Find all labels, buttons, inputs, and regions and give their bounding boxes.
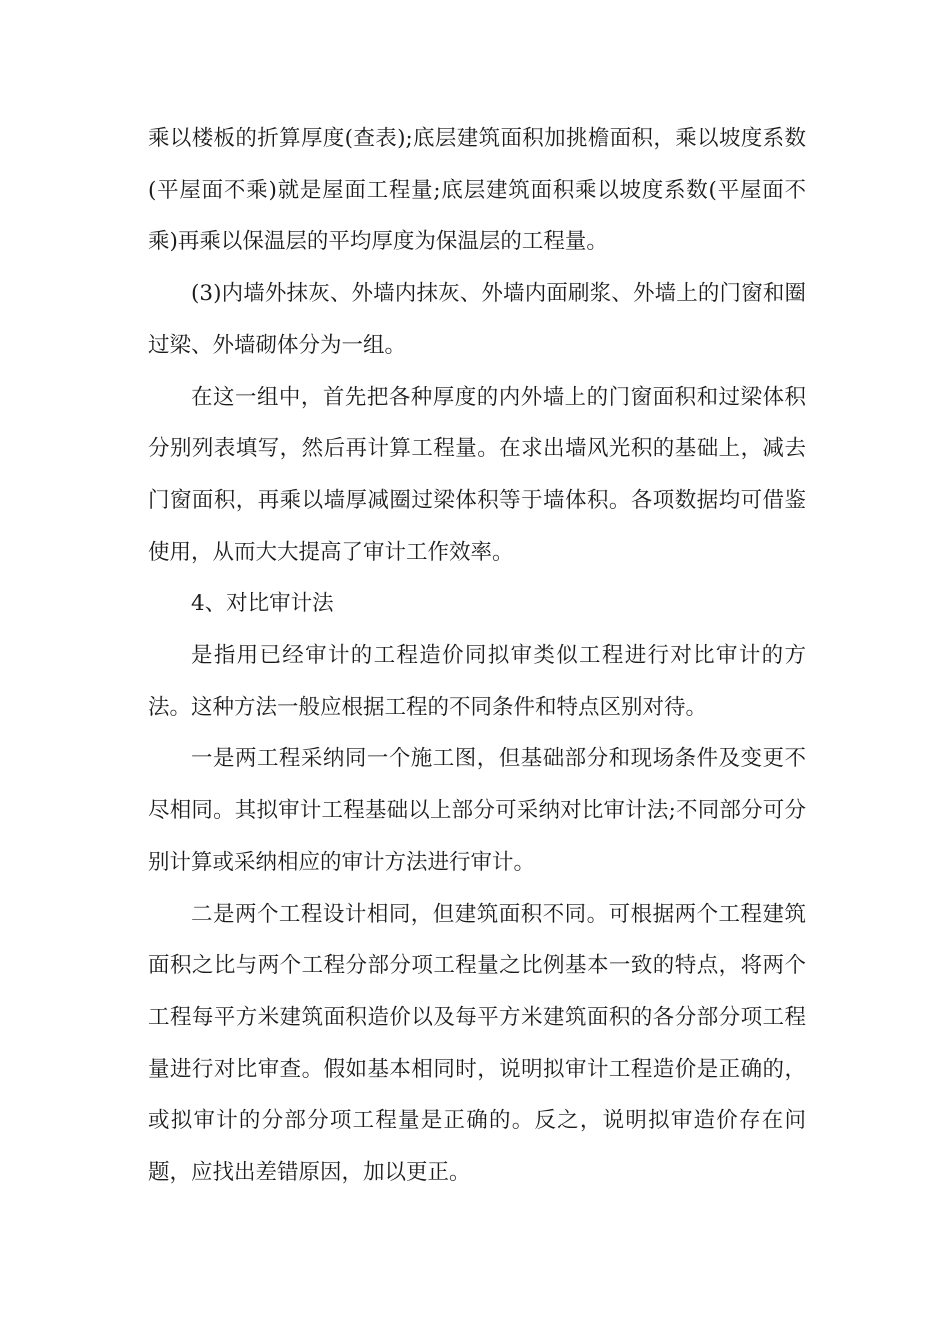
paragraph: 是指用已经审计的工程造价同拟审类似工程进行对比审计的方法。这种方法一般应根据工程的不同条件和特点区别对待。 — [148, 643, 806, 720]
paragraph: 一是两工程采纳同一个施工图，但基础部分和现场条件及变更不尽相同。其拟审计工程基础以上部分可采纳对比审计法;不同部分可分别计算或采纳相应的审计方法进行审计。 — [148, 746, 806, 875]
paragraph: 在这一组中，首先把各种厚度的内外墙上的门窗面积和过梁体积分别列表填写，然后再计算工程量。在求出墙风光积的基础上，减去门窗面积，再乘以墙厚减圈过梁体积等于墙体积。各项数据均可借鉴使用，从而大大提高了审计工作效率。 — [148, 384, 806, 565]
paragraph-item-3: (3)内墙外抹灰、外墙内抹灰、外墙内面刷浆、外墙上的门窗和圈过梁、外墙砌体分为一组。 — [148, 281, 806, 358]
paragraph-continuation: 乘以楼板的折算厚度(查表);底层建筑面积加挑檐面积，乘以坡度系数(平屋面不乘)就是屋面工程量;底层建筑面积乘以坡度系数(平屋面不乘)再乘以保温层的平均厚度为保温层的工程量。 — [148, 126, 806, 255]
section-heading: 4、对比审计法 — [191, 591, 334, 617]
document-body — [148, 113, 806, 1199]
paragraph: 二是两个工程设计相同，但建筑面积不同。可根据两个工程建筑面积之比与两个工程分部分项工程量之比例基本一致的特点，将两个工程每平方米建筑面积造价以及每平方米建筑面积的各分部分项工程量进行对比审查。假如基本相同时，说明拟审计工程造价是正确的，或拟审计的分部分项工程量是正确的。反之，说明拟审造价存在问题，应找出差错原因，加以更正。 — [148, 901, 806, 1186]
